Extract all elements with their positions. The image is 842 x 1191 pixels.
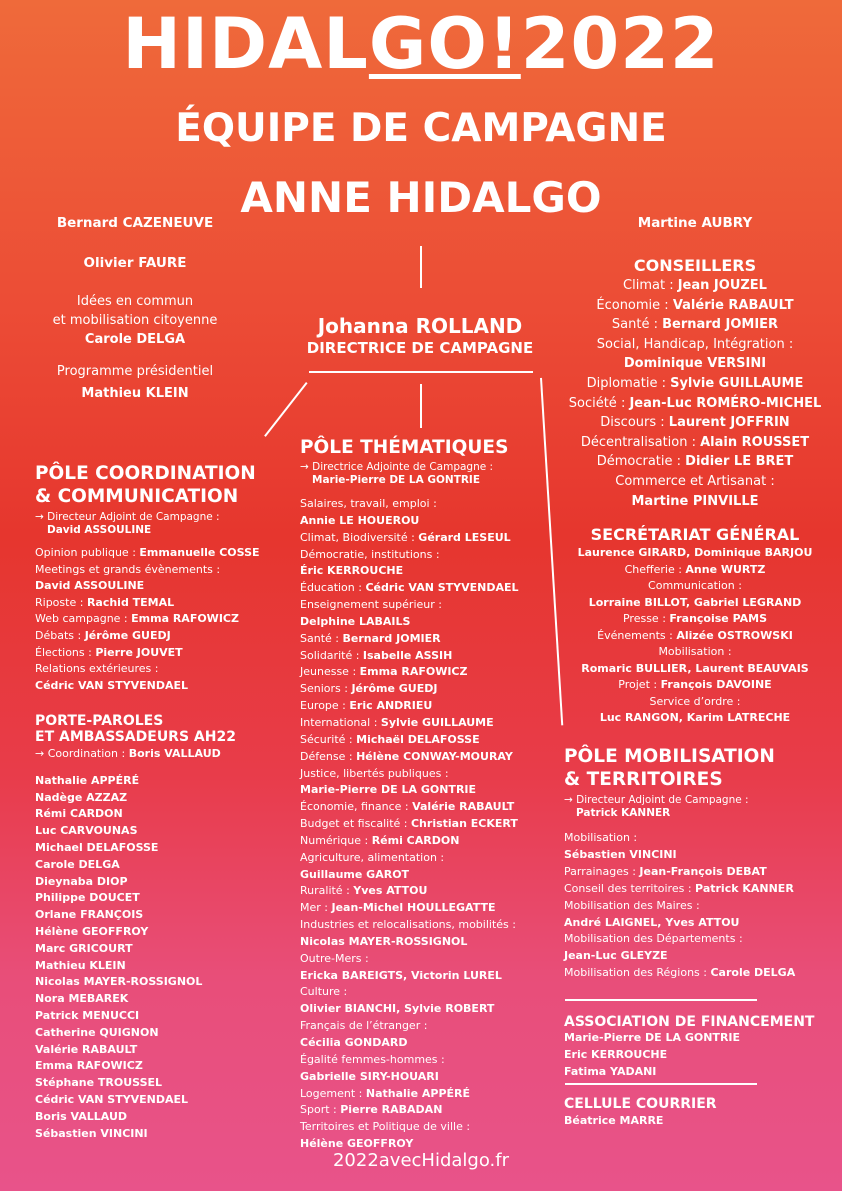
list-item	[300, 1001, 550, 1018]
list-item	[300, 496, 550, 513]
item-name: Romaric BULLIER, Laurent BEAUVAIS	[581, 661, 809, 675]
list-item	[300, 833, 550, 850]
item-label: Climat :	[623, 278, 678, 293]
item-name: Sébastien VINCINI	[564, 847, 677, 861]
item-label: Enseignement supérieur :	[300, 598, 442, 612]
item-label: Riposte :	[35, 595, 87, 609]
list-item	[300, 580, 550, 597]
advisor-name: Olivier FAURE	[83, 255, 187, 271]
pole-coordination-list	[35, 545, 285, 694]
item-label: Numérique :	[300, 833, 372, 847]
item-label: Presse :	[622, 612, 670, 625]
list-item: Michael DELAFOSSE	[35, 840, 159, 854]
item-label: Décentralisation :	[580, 434, 701, 450]
list-item	[35, 562, 285, 579]
deputy-name: David ASSOULINE	[47, 524, 152, 536]
item-label: Mobilisation :	[658, 645, 732, 658]
list-item	[300, 900, 550, 917]
list-item	[35, 578, 285, 595]
item-name: Alizée OSTROWSKI	[676, 628, 793, 642]
list-item	[565, 562, 825, 579]
list-item	[300, 597, 550, 614]
list-item	[35, 628, 285, 645]
list-item: Philippe DOUCET	[35, 891, 140, 905]
list-item	[565, 335, 825, 355]
list-item	[300, 766, 550, 783]
list-item	[564, 915, 824, 932]
item-label: Logement :	[300, 1086, 366, 1100]
item-name: Anne WURTZ	[685, 562, 766, 576]
coordination-label: → Coordination :	[35, 747, 129, 760]
connector-line	[420, 246, 422, 288]
conseillers-block	[565, 256, 825, 511]
list-item: Valérie RABAULT	[35, 1042, 138, 1056]
item-label: Meetings et grands évènements :	[35, 562, 221, 576]
list-item	[35, 611, 285, 628]
footer-url[interactable]: 2022avecHidalgo.fr	[332, 1150, 510, 1171]
item-label: Mer :	[300, 901, 332, 915]
ideas-label-2: et mobilisation citoyenne	[52, 313, 218, 328]
list-item: Marie-Pierre DE LA GONTRIE	[564, 1031, 741, 1044]
list-item	[300, 850, 550, 867]
item-name: Dominique VERSINI	[623, 356, 767, 372]
item-name: Hélène GEOFFROY	[300, 1137, 414, 1151]
list-item	[565, 394, 825, 414]
item-label: Élections :	[35, 645, 96, 659]
item-label: Service d’ordre :	[649, 694, 741, 708]
list-item	[300, 799, 550, 816]
item-name: Annie LE HOUEROU	[300, 513, 420, 527]
list-item	[300, 631, 550, 648]
list-item	[300, 1086, 550, 1103]
list-item	[565, 595, 825, 612]
item-name: Laurence GIRARD, Dominique BARJOU	[577, 546, 813, 559]
item-label: Seniors :	[300, 682, 352, 696]
secretariat-block	[565, 525, 825, 727]
conseillers-heading: CONSEILLERS	[633, 256, 757, 275]
list-item	[565, 710, 825, 727]
item-name: Martine PINVILLE	[631, 493, 759, 509]
item-name: Emma RAFOWICZ	[359, 665, 468, 679]
item-label: Parrainages :	[564, 864, 640, 878]
list-item: Nadège AZZAZ	[35, 790, 128, 804]
item-name: Jean JOUZEL	[677, 278, 767, 293]
list-item	[565, 492, 825, 512]
courrier-block	[564, 1096, 824, 1130]
item-name: Olivier BIANCHI, Sylvie ROBERT	[300, 1002, 495, 1016]
item-label: Santé :	[300, 631, 343, 645]
item-label: Démocratie, institutions :	[300, 547, 440, 561]
list-item	[565, 413, 825, 433]
item-label: Économie, finance :	[300, 800, 413, 814]
list-item	[565, 694, 825, 711]
item-name: Marie-Pierre DE LA GONTRIE	[300, 783, 477, 797]
pole-mobilisation-heading: PÔLE MOBILISATION	[564, 746, 775, 767]
list-item	[565, 315, 825, 335]
secretariat-heading: SECRÉTARIAT GÉNÉRAL	[590, 525, 800, 544]
list-item	[564, 830, 824, 847]
deputy-label: → Directeur Adjoint de Campagne :	[564, 794, 749, 806]
item-label: Agriculture, alimentation :	[300, 850, 445, 864]
coordination-name: Boris VALLAUD	[128, 747, 221, 760]
item-label: Sécurité :	[300, 732, 357, 746]
item-name: Patrick KANNER	[695, 881, 794, 895]
list-item	[300, 1052, 550, 1069]
item-name: Luc RANGON, Karim LATRECHE	[599, 711, 791, 724]
item-label: Société :	[568, 395, 630, 411]
list-item: Fatima YADANI	[564, 1064, 657, 1078]
item-name: Carole DELGA	[710, 966, 796, 980]
list-item	[300, 968, 550, 985]
connector-line	[420, 384, 422, 428]
item-label: Événements :	[597, 628, 677, 642]
list-item	[300, 614, 550, 631]
item-label: Ruralité :	[300, 884, 354, 898]
list-item	[300, 715, 550, 732]
list-item	[300, 917, 550, 934]
list-item: Luc CARVOUNAS	[35, 824, 138, 838]
item-name: Cédric VAN STYVENDAEL	[365, 581, 519, 595]
list-item	[565, 452, 825, 472]
item-label: Débats :	[35, 628, 85, 642]
list-item	[564, 881, 824, 898]
list-item	[300, 681, 550, 698]
list-item: Hélène GEOFFROY	[35, 924, 149, 938]
list-item: Catherine QUIGNON	[35, 1025, 159, 1039]
item-name: Yves ATTOU	[353, 884, 428, 898]
director-block	[290, 314, 550, 358]
porte-paroles-heading: PORTE-PAROLES	[35, 713, 164, 729]
item-name: Valérie RABAULT	[672, 297, 794, 313]
pole-mobilisation-list	[564, 830, 824, 982]
item-label: Diplomatie :	[586, 375, 671, 391]
deputy-label: → Directrice Adjointe de Campagne :	[300, 461, 494, 473]
item-label: Solidarité :	[300, 648, 363, 662]
item-name: André LAIGNEL, Yves ATTOU	[564, 915, 740, 929]
list-item: Nathalie APPÉRÉ	[35, 773, 140, 787]
list-item	[300, 867, 550, 884]
list-item	[564, 931, 824, 948]
item-name: Eric ANDRIEU	[349, 699, 433, 713]
item-name: Jean-Luc GLEYZE	[564, 949, 668, 963]
item-name: Emmanuelle COSSE	[139, 546, 260, 559]
item-label: Climat, Biodiversité :	[300, 530, 419, 544]
item-name: Delphine LABAILS	[300, 614, 411, 628]
list-item: Cédric VAN STYVENDAEL	[35, 1092, 189, 1106]
item-name: François DAVOINE	[660, 678, 772, 691]
item-name: Hélène CONWAY-MOURAY	[356, 749, 513, 763]
list-item: Boris VALLAUD	[35, 1109, 128, 1123]
item-name: Jérôme GUEDJ	[84, 628, 171, 642]
item-label: Projet :	[618, 678, 661, 691]
deputy-name: Patrick KANNER	[576, 807, 671, 819]
list-item	[300, 664, 550, 681]
list-item	[300, 530, 550, 547]
divider	[565, 1083, 757, 1085]
list-item	[300, 782, 550, 799]
item-name: Pierre RABADAN	[340, 1103, 443, 1117]
item-label: Discours :	[600, 415, 669, 431]
list-item	[565, 472, 825, 492]
item-name: Nicolas MAYER-ROSSIGNOL	[300, 934, 468, 948]
list-item	[565, 354, 825, 374]
pole-coordination-block	[35, 462, 285, 694]
item-label: Mobilisation :	[564, 831, 638, 844]
list-item	[300, 951, 550, 968]
list-item: Stéphane TROUSSEL	[35, 1076, 163, 1090]
item-label: Santé :	[611, 317, 663, 333]
item-name: Rachid TEMAL	[86, 595, 175, 609]
item-name: Rémi CARDON	[371, 833, 460, 847]
advisor-name: Bernard CAZENEUVE	[56, 215, 214, 231]
item-name: Christian ECKERT	[410, 817, 518, 831]
conseillers-list	[565, 276, 825, 511]
list-item: Dieynaba DIOP	[35, 874, 128, 888]
list-item	[300, 934, 550, 951]
list-item	[565, 374, 825, 394]
list-item	[564, 864, 824, 881]
item-label: Démocratie :	[596, 454, 686, 470]
candidate-name: ANNE HIDALGO	[240, 173, 602, 222]
item-label: International :	[300, 715, 381, 729]
item-label: Français de l’étranger :	[300, 1019, 428, 1033]
program-name: Mathieu KLEIN	[81, 386, 189, 401]
list-item	[565, 611, 825, 628]
title-part-hidal: HIDAL	[122, 3, 369, 85]
connector-line	[264, 382, 307, 437]
courrier-name: Béatrice MARRE	[564, 1114, 664, 1127]
list-item: Emma RAFOWICZ	[35, 1059, 143, 1073]
list-item: Eric KERROUCHE	[564, 1047, 668, 1061]
item-label: Web campagne :	[35, 612, 132, 626]
item-label: Communication :	[648, 579, 742, 592]
item-name: David ASSOULINE	[35, 579, 145, 593]
item-name: Pierre JOUVET	[95, 645, 183, 659]
item-label: Europe :	[300, 699, 350, 713]
list-item: Nicolas MAYER-ROSSIGNOL	[35, 975, 203, 989]
financement-block	[564, 1014, 824, 1080]
item-label: Conseil des territoires :	[564, 881, 696, 895]
item-name: Sylvie GUILLAUME	[380, 715, 494, 729]
page-title	[0, 4, 842, 84]
item-name: Jean-François DEBAT	[639, 864, 767, 878]
list-item	[565, 644, 825, 661]
list-item	[35, 595, 285, 612]
list-item	[300, 749, 550, 766]
item-name: Alain ROUSSET	[700, 434, 810, 450]
item-name: Jean-Luc ROMÉRO-MICHEL	[629, 395, 822, 411]
ideas-name: Carole DELGA	[84, 332, 186, 347]
item-name: Lorraine BILLOT, Gabriel LEGRAND	[588, 595, 802, 609]
list-item	[300, 732, 550, 749]
list-item	[564, 965, 824, 982]
pole-thematiques-list	[300, 496, 550, 1153]
item-name: Françoise PAMS	[669, 612, 768, 625]
item-label: Mobilisation des Régions :	[564, 966, 711, 980]
list-item	[35, 678, 285, 695]
title-part-go: GO!	[368, 3, 521, 85]
left-top-block	[10, 213, 260, 403]
item-name: Sylvie GUILLAUME	[670, 375, 804, 391]
coordination-line	[35, 746, 285, 763]
list-item: Mathieu KLEIN	[35, 958, 126, 972]
advisor-name-right: Martine AUBRY	[637, 215, 753, 231]
pole-mobilisation-block	[564, 745, 824, 982]
list-item	[300, 698, 550, 715]
item-name: Jean-Michel HOULLEGATTE	[331, 901, 496, 915]
ideas-label: Idées en commun	[76, 294, 194, 309]
list-item	[300, 1119, 550, 1136]
list-item	[300, 1035, 550, 1052]
item-label: Budget et fiscalité :	[300, 817, 411, 831]
item-label: Éducation :	[300, 581, 366, 595]
item-label: Industries et relocalisations, mobilités :	[300, 918, 516, 932]
item-label: Jeunesse :	[300, 665, 360, 679]
item-name: Isabelle ASSIH	[362, 648, 453, 662]
porte-paroles-block	[35, 713, 285, 1142]
list-item	[565, 661, 825, 678]
item-name: Emma RAFOWICZ	[131, 612, 239, 626]
list-item	[565, 296, 825, 316]
item-label: Défense :	[300, 749, 357, 763]
pole-thematiques-heading: PÔLE THÉMATIQUES	[300, 437, 509, 458]
item-label: Relations extérieures :	[35, 662, 159, 676]
item-name: Nathalie APPÉRÉ	[365, 1086, 470, 1100]
item-label: Territoires et Politique de ville :	[300, 1120, 471, 1134]
item-name: Bernard JOMIER	[662, 317, 779, 333]
page-subtitle: ÉQUIPE DE CAMPAGNE	[175, 106, 667, 151]
item-label: Culture :	[300, 985, 348, 999]
list-item	[565, 545, 825, 562]
pole-coordination-heading-2: & COMMUNICATION	[35, 486, 239, 507]
item-label: Salaires, travail, emploi :	[300, 497, 437, 510]
item-label: Sport :	[300, 1103, 341, 1117]
list-item	[35, 661, 285, 678]
item-name: Valérie RABAULT	[412, 800, 515, 814]
item-label: Égalité femmes-hommes :	[300, 1052, 445, 1066]
list-item	[35, 645, 285, 662]
item-name: Gérard LESEUL	[418, 530, 511, 544]
item-name: Didier LE BRET	[685, 454, 794, 470]
list-item	[300, 816, 550, 833]
director-title: DIRECTRICE DE CAMPAGNE	[306, 339, 534, 357]
item-name: Cédric VAN STYVENDAEL	[35, 678, 189, 692]
list-item	[300, 883, 550, 900]
porte-paroles-heading-2: ET AMBASSADEURS AH22	[35, 729, 236, 745]
item-label: Mobilisation des Départements :	[564, 932, 743, 946]
list-item	[300, 648, 550, 665]
list-item	[565, 628, 825, 645]
item-label: Commerce et Artisanat :	[615, 473, 775, 489]
list-item: Sébastien VINCINI	[35, 1126, 148, 1140]
program-label: Programme présidentiel	[56, 364, 214, 379]
list-item	[300, 547, 550, 564]
title-part-year: 2022	[520, 3, 720, 85]
list-item	[565, 276, 825, 296]
list-item	[564, 948, 824, 965]
item-name: Gabrielle SIRY-HOUARI	[300, 1069, 439, 1083]
list-item	[300, 1069, 550, 1086]
item-name: Michaël DELAFOSSE	[356, 732, 480, 746]
pole-thematiques-block	[300, 436, 550, 1153]
director-name: Johanna ROLLAND	[317, 314, 523, 338]
item-label: Social, Handicap, Intégration :	[596, 336, 794, 352]
item-label: Opinion publique :	[35, 546, 140, 559]
deputy-label: → Directeur Adjoint de Campagne :	[35, 511, 220, 523]
item-name: Éric KERROUCHE	[300, 564, 404, 578]
item-label: Économie :	[596, 297, 673, 313]
list-item	[564, 847, 824, 864]
list-item: Orlane FRANÇOIS	[35, 908, 144, 922]
list-item: Patrick MENUCCI	[35, 1008, 140, 1022]
list-item	[35, 545, 285, 562]
list-item	[300, 1102, 550, 1119]
list-item: Nora MEBAREK	[35, 992, 129, 1006]
pole-mobilisation-heading-2: & TERRITOIRES	[564, 769, 723, 790]
item-label: Justice, libertés publiques :	[300, 766, 449, 780]
item-name: Bernard JOMIER	[342, 631, 441, 645]
porte-paroles-list	[35, 773, 285, 1143]
list-item	[300, 984, 550, 1001]
financement-list	[564, 1030, 824, 1080]
item-label: Chefferie :	[624, 562, 686, 576]
item-label: Outre-Mers :	[300, 951, 369, 965]
item-name: Jérôme GUEDJ	[351, 682, 438, 696]
list-item	[565, 677, 825, 694]
list-item	[565, 433, 825, 453]
divider	[565, 999, 757, 1001]
list-item	[300, 563, 550, 580]
courrier-heading: CELLULE COURRIER	[564, 1096, 717, 1112]
item-name: Guillaume GAROT	[300, 867, 410, 881]
list-item: Marc GRICOURT	[35, 941, 133, 955]
pole-coordination-heading: PÔLE COORDINATION	[35, 463, 256, 484]
list-item: Rémi CARDON	[35, 807, 123, 821]
item-name: Ericka BAREIGTS, Victorin LUREL	[300, 968, 502, 982]
list-item	[300, 513, 550, 530]
deputy-name: Marie-Pierre DE LA GONTRIE	[312, 474, 481, 486]
secretariat-list	[565, 545, 825, 727]
list-item	[564, 898, 824, 915]
item-label: Mobilisation des Maires :	[564, 898, 700, 912]
financement-heading: ASSOCIATION DE FINANCEMENT	[564, 1014, 815, 1030]
item-name: Cécilia GONDARD	[300, 1036, 408, 1049]
item-name: Laurent JOFFRIN	[668, 415, 790, 431]
list-item: Carole DELGA	[35, 857, 120, 871]
list-item	[300, 1018, 550, 1035]
connector-line	[309, 371, 533, 373]
list-item	[565, 578, 825, 595]
